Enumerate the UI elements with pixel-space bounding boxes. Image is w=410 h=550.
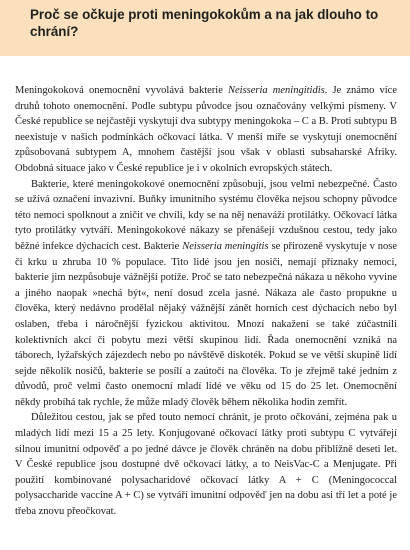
- article-title: Proč se očkuje proti meningokokům a na jak dlouho to chrání?: [30, 7, 379, 39]
- article-body: [15, 83, 397, 520]
- species-name: Neisseria meningitidis: [228, 85, 325, 96]
- paragraph-2: [15, 177, 397, 411]
- text-run: se přirozeně vyskytuje v nose či krku u zhruba 10 % populace. Tito lidé jsou jen nosiči, nemají příznaky nemoci, bakterie jim nezpůsobuje vážnější potíže. Proč se tato nebezpečná nákaza u někoho vyvine a jiného naopak »nechá být«, není dosud zcela jasné. Nákaza ale často propukne u člověka, který nedávno prodělal nějaký vážnější zánět horních cest dýchacích nebo byl oslaben, třeba i náročnější fyzickou aktivitou. Mnozí nakažení se také zúčastnili kolektivních akcí či pobytu mezi větší skupinou lidí. Řada onemocnění vzniká na táborech, lyžařských zájezdech nebo po návštěvě diskoték. Pokud se ve větší skupině lidí sejde několik nosičů, bakterie se posílí a zaútočí na člověka. To je zřejmě také jedním z důvodů, proč velmi často onemocní mladí lidé ve věku od 15 do 25 let. Onemocnění někdy probíhá tak rychle, že může mladý člověk během několika hodin zemřít.: [15, 240, 398, 408]
- text-run: Bakterie, které meningokokové onemocnění způsobují, jsou velmi nebezpečné. Často se užívá označení invazivní. Buňky imunitního systému člověka nejsou schopny původce této nemoci spolknout a zničit ve chvíli, kdy se na něj nenaváží protilátky. Očkovací látka tyto protilátky vytváří. Meningokokové nákazy se přenášejí vzdušnou cestou, tedy jako běžné infekce dýchacích cest. Bakterie: [15, 178, 397, 252]
- paragraph-3: [15, 410, 397, 519]
- paragraph-1: [15, 83, 397, 177]
- species-name: Neisseria meningitis: [182, 240, 269, 252]
- title-banner: [0, 0, 410, 56]
- text-run: Meningokoková onemocnění vyvolává bakterie: [15, 85, 228, 96]
- text-run: Důležitou cestou, jak se před touto nemocí chránit, je proto očkování, zejména pak u mladých lidí mezi 15 a 25 lety. Konjugované očkovací látky proti subtypu C vytvářejí silnou imunitní odpověď a po jedné dávce je člověk chráněn na dobu přibližně deseti let. V České republice jsou dostupné dvě očkovací látky, a to NeisVac-C a Menjugate. Při použití kombinované polysacharidové očkovací látky A + C (Meningococcal polysaccharide vaccine A + C) se vytváří imunitní odpověď jen na dobu asi tří let a poté je třeba znovu přeočkovat.: [15, 412, 397, 518]
- text-run: . Je známo více druhů tohoto onemocnění. Podle subtypu původce jsou označovány velkými písmeny. V České republice se nejčastěji vyskytují dva subtypy meningokoka – C a B. Proti subtypu B neexistuje v našich podmínkách očkovací látka. V menší míře se vyskytují onemocnění způsobovaná subtypem A, mnohem častější jsou však v oblasti subsaharské Afriky. Obdobná situace jako v České republice je i v okolních evropských státech.: [15, 85, 397, 174]
